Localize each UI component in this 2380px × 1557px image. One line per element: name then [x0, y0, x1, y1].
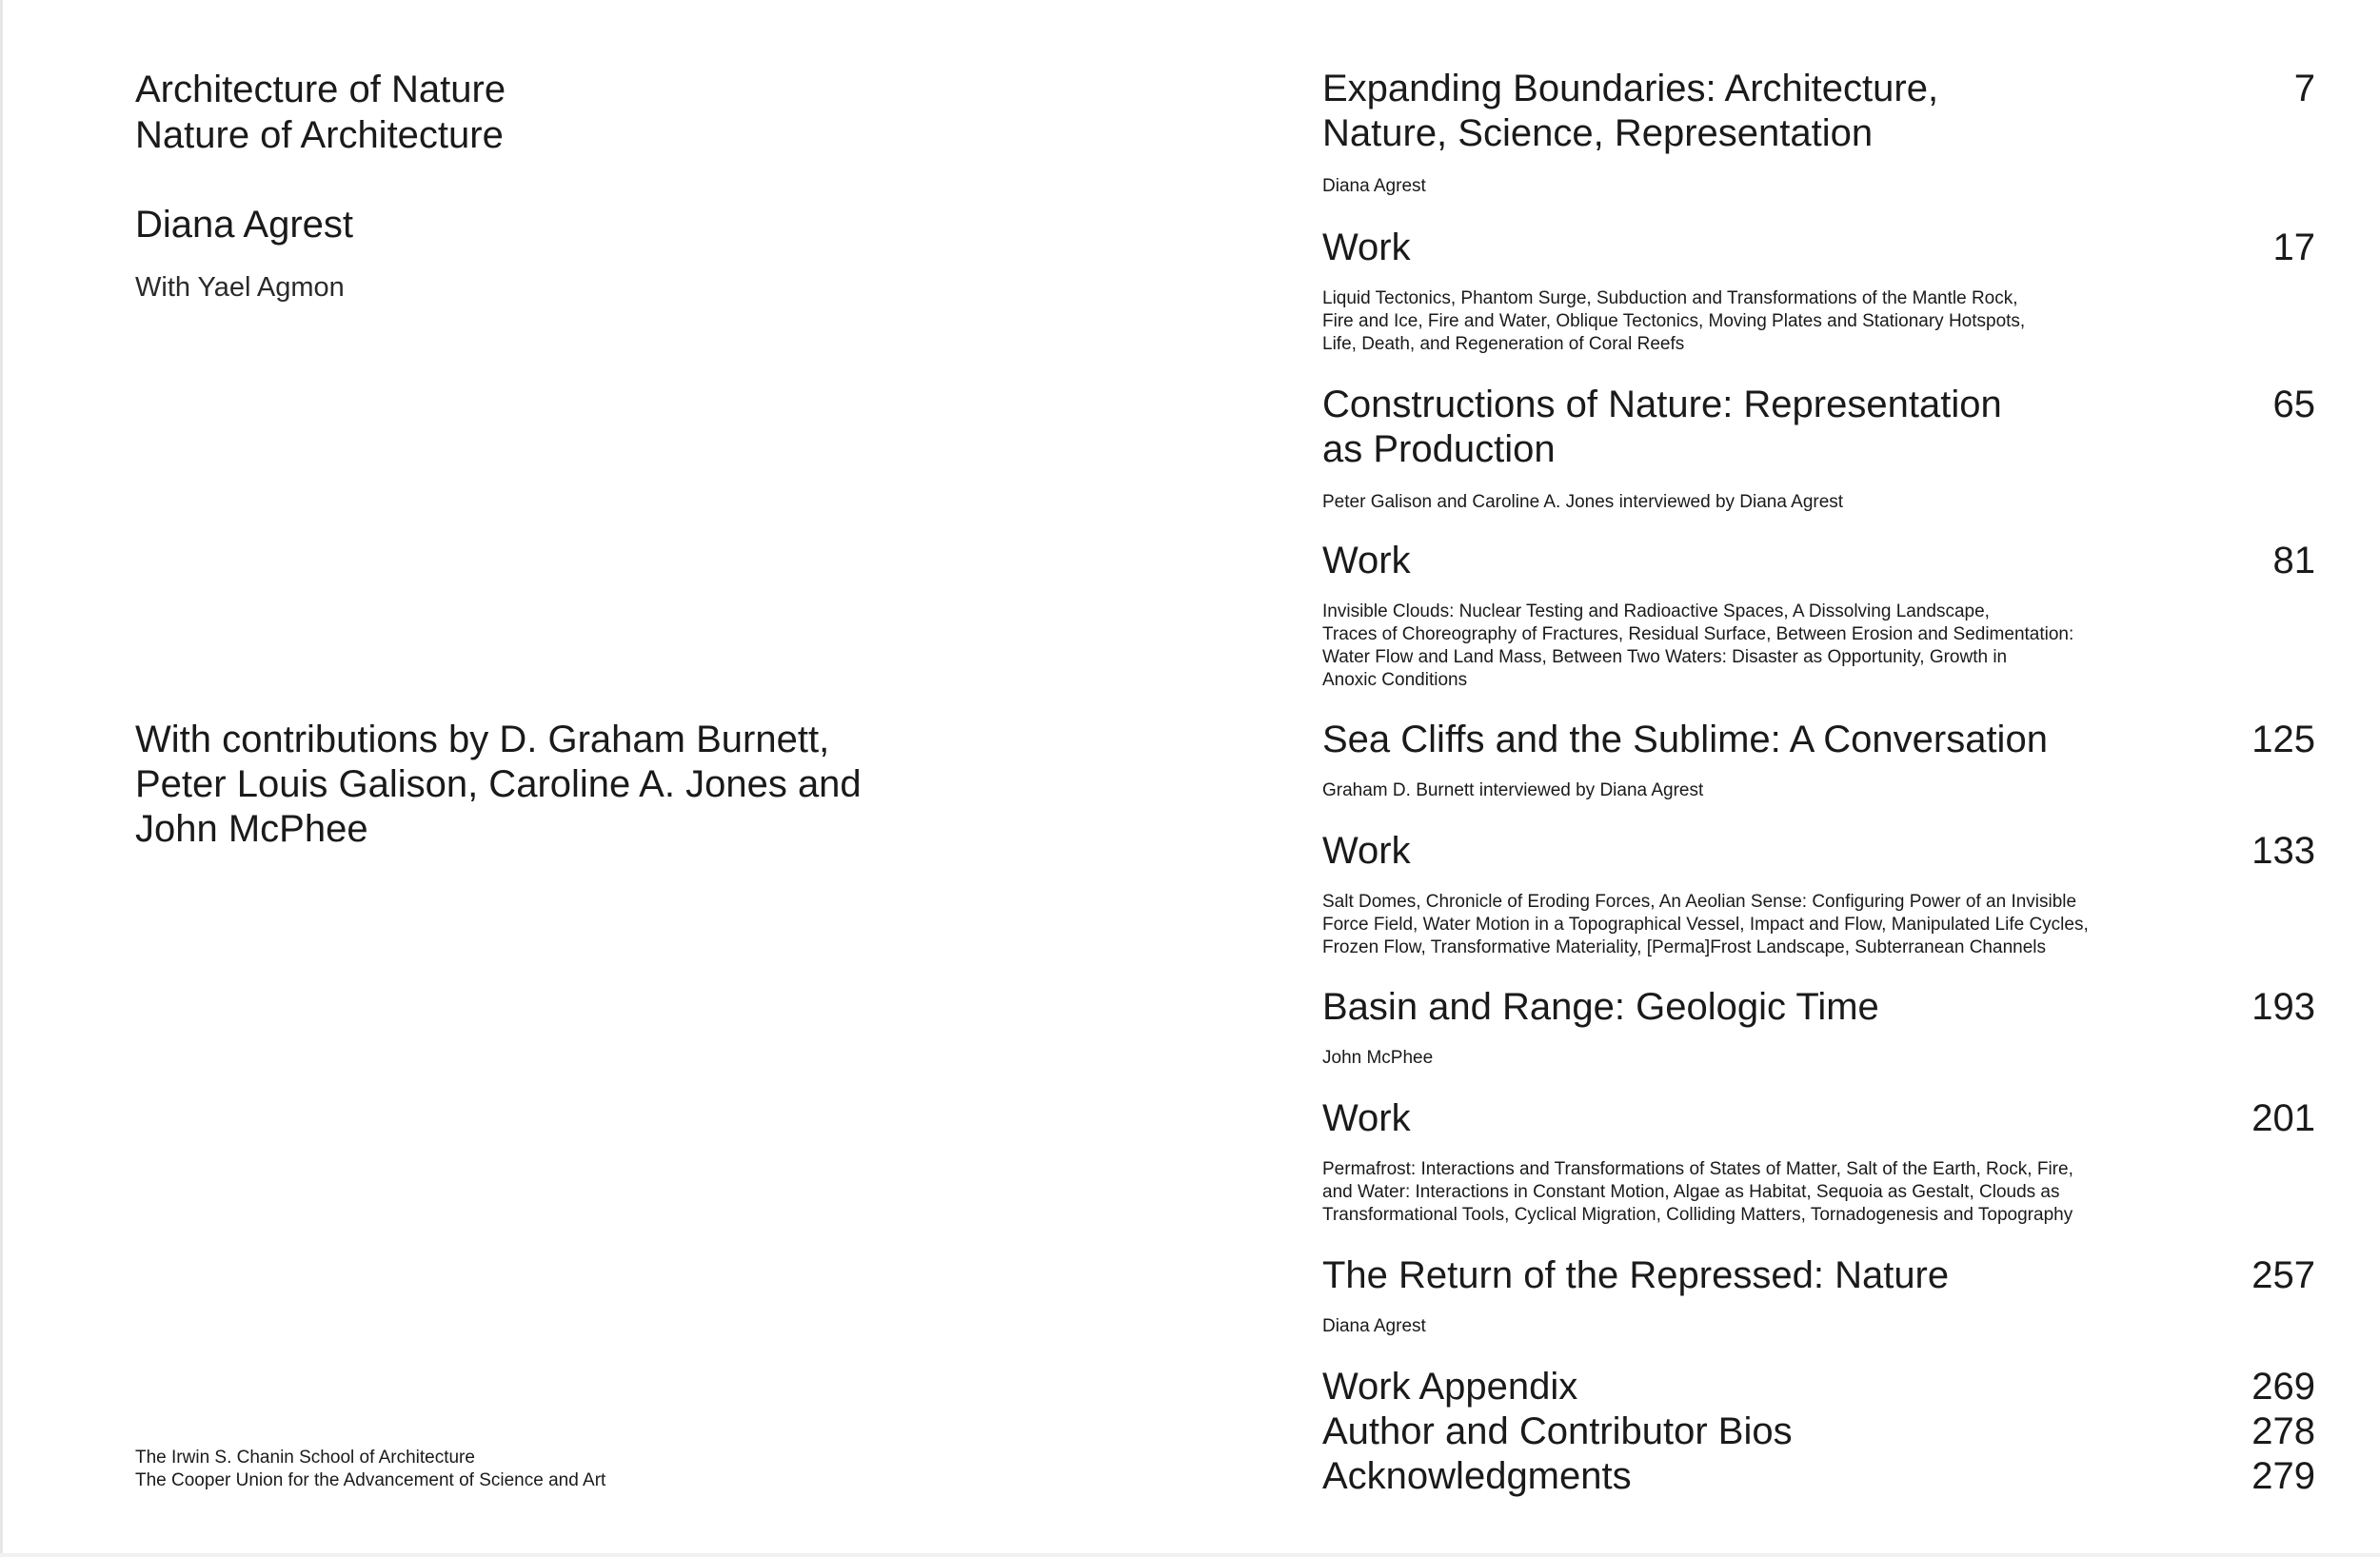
publisher-line: The Irwin S. Chanin School of Architecture: [135, 1448, 475, 1468]
toc-entry-bios[interactable]: [1322, 1409, 2315, 1454]
toc-entry-subtitle-line: John McPhee: [1322, 1048, 1434, 1068]
toc-entry[interactable]: [1322, 67, 2315, 198]
toc-entry-subtitle-line: Diana Agrest: [1322, 1316, 1426, 1336]
toc-entry-title-line: The Return of the Repressed: Nature: [1322, 1254, 1950, 1296]
book-title-line: Nature of Architecture: [135, 114, 504, 156]
toc-entry-title: Author and Contributor Bios: [1322, 1410, 1793, 1452]
toc-entry-title-line: as Production: [1322, 428, 1556, 470]
toc-entry-title: [1322, 1253, 2179, 1298]
toc-entry-subtitle: [1322, 491, 2160, 514]
toc-entry-subtitle-line: Transformational Tools, Cyclical Migration, Colliding Matters, Tornadogenesis and Topography: [1322, 1205, 2073, 1225]
author-name: Diana Agrest: [135, 204, 354, 246]
toc-entry-subtitle-line: Salt Domes, Chronicle of Eroding Forces, An Aeolian Sense: Configuring Power of an Invisible: [1322, 892, 2077, 912]
toc-page-number: 7: [2293, 68, 2315, 109]
toc-entry-title-line: Nature, Science, Representation: [1322, 112, 1874, 154]
toc-entry-subtitle-line: Fire and Ice, Fire and Water, Oblique Tectonics, Moving Plates and Stationary Hotspots,: [1322, 311, 2026, 331]
toc-entry-subtitle: [1322, 1315, 2160, 1338]
toc-entry-subtitle-line: Life, Death, and Regeneration of Coral Reefs: [1322, 334, 1685, 354]
toc-entry-subtitle-line: Liquid Tectonics, Phantom Surge, Subduction and Transformations of the Mantle Rock,: [1322, 288, 2018, 308]
toc-entry-title-line: Work: [1322, 540, 1411, 581]
book-title-line: Architecture of Nature: [135, 69, 506, 110]
toc-entry-title: [1322, 383, 2179, 472]
toc-entry[interactable]: [1322, 226, 2315, 356]
toc-page-number: 81: [2272, 540, 2315, 581]
toc-entry-title: [1322, 1096, 2179, 1141]
toc-entry-title: Work Appendix: [1322, 1366, 1578, 1408]
toc-entry-title: [1322, 985, 2179, 1030]
toc-entry-subtitle: [1322, 779, 2160, 802]
toc-entry-title-line: Work: [1322, 830, 1411, 872]
toc-entry-subtitle: [1322, 601, 2160, 692]
toc-entry-subtitle: [1322, 1047, 2160, 1070]
title-page: [135, 0, 1182, 1557]
co-author: With Yael Agmon: [135, 272, 345, 303]
toc-entry-subtitle-line: Peter Galison and Caroline A. Jones interviewed by Diana Agrest: [1322, 492, 1844, 512]
toc-entry-title-line: Expanding Boundaries: Architecture,: [1322, 68, 1939, 109]
toc-entry-title: [1322, 539, 2179, 583]
toc-entry-subtitle-line: Water Flow and Land Mass, Between Two Waters: Disaster as Opportunity, Growth in: [1322, 647, 2008, 667]
toc-entry-title-line: Constructions of Nature: Representation: [1322, 384, 2002, 425]
toc-entry[interactable]: [1322, 383, 2315, 514]
toc-entry-title: [1322, 829, 2179, 874]
toc-page-number: 257: [2251, 1254, 2315, 1296]
toc-entry[interactable]: [1322, 985, 2315, 1070]
toc-entry-subtitle-line: Diana Agrest: [1322, 176, 1426, 196]
contributors-line: Peter Louis Galison, Caroline A. Jones and: [135, 763, 862, 805]
toc-entry[interactable]: [1322, 1253, 2315, 1338]
table-of-contents: [1322, 0, 2315, 1557]
toc-page-number: 279: [2251, 1455, 2315, 1497]
toc-entry-subtitle: [1322, 175, 2160, 198]
toc-entry[interactable]: [1322, 1096, 2315, 1227]
toc-page-number: 201: [2251, 1097, 2315, 1139]
publisher-line: The Cooper Union for the Advancement of Science and Art: [135, 1470, 606, 1490]
publisher: [135, 1447, 605, 1492]
toc-page-number: 65: [2272, 384, 2315, 425]
contributors-line: With contributions by D. Graham Burnett,: [135, 719, 830, 760]
toc-entry-title-line: Sea Cliffs and the Sublime: A Conversation: [1322, 719, 2048, 760]
toc-entry-subtitle: [1322, 1158, 2160, 1227]
toc-entry-work-appendix[interactable]: [1322, 1365, 2315, 1409]
toc-entry-title-line: Work: [1322, 1097, 1411, 1139]
toc-entry-title-line: Work: [1322, 227, 1411, 268]
toc-page-number: 269: [2251, 1366, 2315, 1408]
toc-entry-subtitle-line: Force Field, Water Motion in a Topographical Vessel, Impact and Flow, Manipulated Life Cycles,: [1322, 915, 2089, 935]
contributors: [135, 718, 992, 852]
toc-entry-subtitle-line: and Water: Interactions in Constant Motion, Algae as Habitat, Sequoia as Gestalt, Clouds as: [1322, 1182, 2060, 1202]
toc-entry-subtitle-line: Permafrost: Interactions and Transformations of States of Matter, Salt of the Earth, Rock, Fire,: [1322, 1159, 2073, 1179]
toc-page-number: 133: [2251, 830, 2315, 872]
toc-entry-subtitle-line: Anoxic Conditions: [1322, 670, 1468, 690]
toc-page-number: 193: [2251, 986, 2315, 1028]
contributors-line: John McPhee: [135, 808, 368, 850]
toc-entry-subtitle: [1322, 287, 2160, 356]
page-edge: [0, 0, 3, 1557]
toc-entry-subtitle: [1322, 891, 2160, 959]
toc-entry-title: [1322, 718, 2179, 762]
toc-page-number: 278: [2251, 1410, 2315, 1452]
toc-entry[interactable]: [1322, 829, 2315, 959]
book-title: [135, 67, 506, 158]
toc-entry-subtitle-line: Invisible Clouds: Nuclear Testing and Radioactive Spaces, A Dissolving Landscape,: [1322, 601, 1990, 621]
toc-page-number: 17: [2272, 227, 2315, 268]
toc-entry-subtitle-line: Frozen Flow, Transformative Materiality, [Perma]Frost Landscape, Subterranean Channels: [1322, 937, 2046, 957]
toc-entry-title: Acknowledgments: [1322, 1455, 1632, 1497]
toc-page-number: 125: [2251, 719, 2315, 760]
toc-entry-title-line: Basin and Range: Geologic Time: [1322, 986, 1879, 1028]
toc-entry-title: [1322, 226, 2179, 270]
toc-entry[interactable]: [1322, 539, 2315, 692]
toc-entry-title: [1322, 67, 2179, 156]
toc-entry-subtitle-line: Traces of Choreography of Fractures, Residual Surface, Between Erosion and Sedimentation:: [1322, 624, 2074, 644]
toc-entry[interactable]: [1322, 718, 2315, 802]
toc-entry-subtitle-line: Graham D. Burnett interviewed by Diana Agrest: [1322, 780, 1704, 800]
toc-entry-acknowledgments[interactable]: [1322, 1454, 2315, 1499]
